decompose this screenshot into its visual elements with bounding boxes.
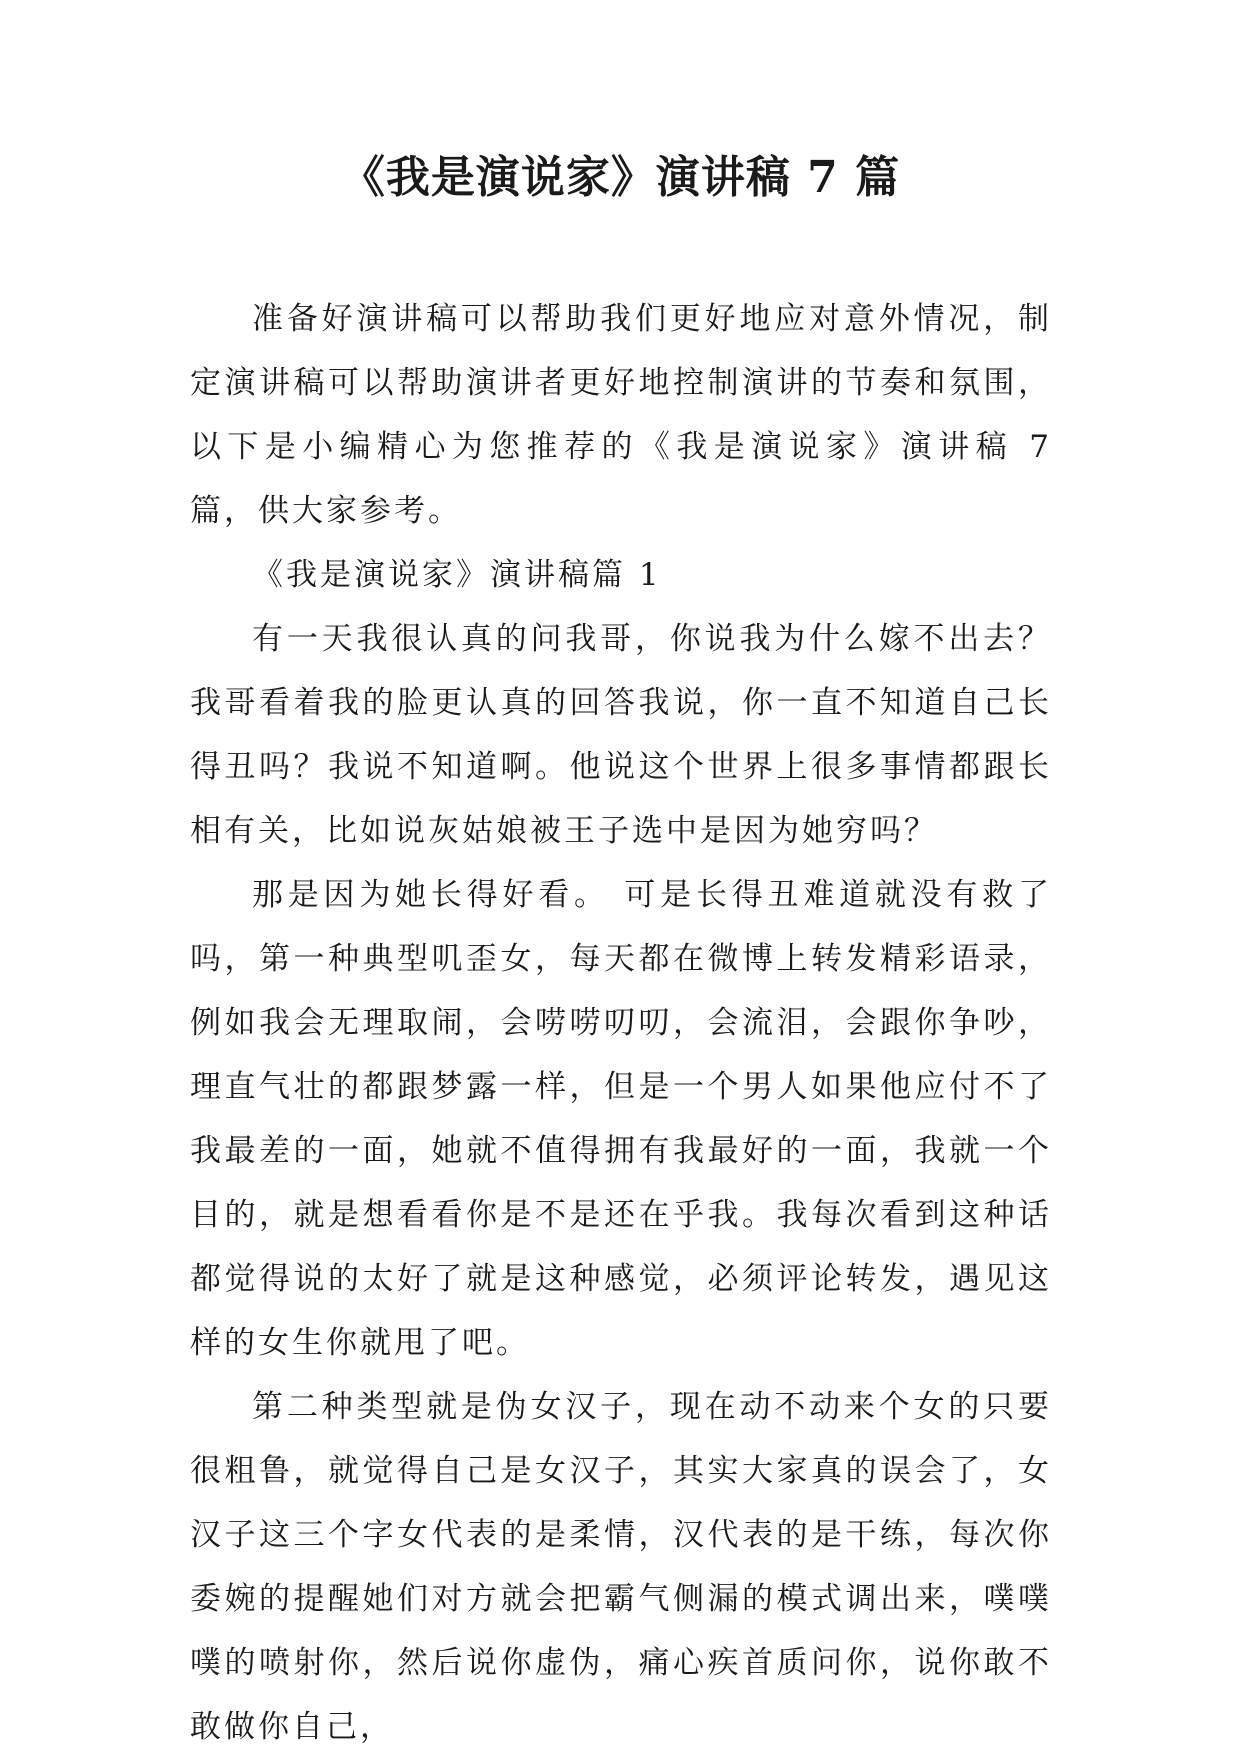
body-paragraph: 有一天我很认真的问我哥，你说我为什么嫁不出去？我哥看着我的脸更认真的回答我说，你一直不知道自己长得丑吗？我说不知道啊。他说这个世界上很多事情都跟长相有关，比如说灰姑娘被王子选中是因为她穷吗？	[190, 621, 1052, 849]
document-title: 《我是演说家》演讲稿 7 篇	[340, 152, 901, 203]
document-body	[190, 287, 1052, 1759]
section-heading: 《我是演说家》演讲稿篇 1	[252, 557, 662, 593]
body-paragraph: 那是因为她长得好看。 可是长得丑难道就没有救了吗，第一种典型叽歪女，每天都在微博上转发精彩语录，例如我会无理取闹，会唠唠叨叨，会流泪，会跟你争吵，理直气壮的都跟梦露一样，但是一个男人如果他应付不了我最差的一面，她就不值得拥有我最好的一面，我就一个目的，就是想看看你是不是还在乎我。我每次看到这种话都觉得说的太好了就是这种感觉，必须评论转发，遇见这样的女生你就甩了吧。	[190, 877, 1052, 1361]
body-paragraph: 第二种类型就是伪女汉子，现在动不动来个女的只要很粗鲁，就觉得自己是女汉子，其实大家真的误会了，女汉子这三个字女代表的是柔情，汉代表的是干练，每次你委婉的提醒她们对方就会把霸气侧漏的模式调出来，噗噗噗的喷射你，然后说你虚伪，痛心疾首质问你，说你敢不敢做你自己，	[190, 1389, 1052, 1745]
intro-paragraph: 准备好演讲稿可以帮助我们更好地应对意外情况，制定演讲稿可以帮助演讲者更好地控制演讲的节奏和氛围，以下是小编精心为您推荐的《我是演说家》演讲稿 7 篇，供大家参考。	[190, 301, 1052, 529]
